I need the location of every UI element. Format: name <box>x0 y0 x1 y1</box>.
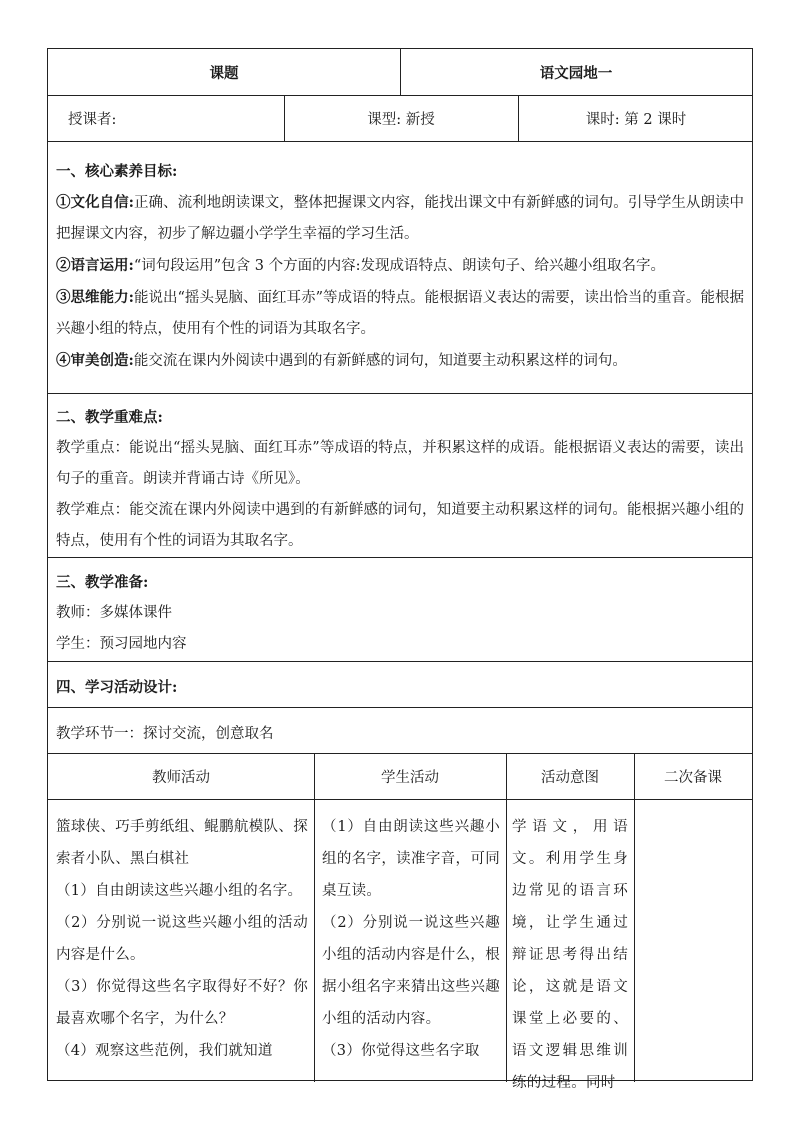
col-header-intent: 活动意图 <box>541 769 599 786</box>
topic-value: 语文园地一 <box>539 64 613 82</box>
section-preparation <box>56 567 744 660</box>
student-activity <box>322 811 500 1067</box>
section-key-points <box>56 402 744 557</box>
divider <box>48 661 752 662</box>
list-item: （1）自由朗读这些兴趣小组的名字。 <box>56 883 303 899</box>
divider <box>48 557 752 558</box>
section-title: 三、教学准备: <box>56 574 149 591</box>
col-header-student: 学生活动 <box>381 769 439 786</box>
divider <box>506 753 507 1082</box>
col-header-teacher: 教师活动 <box>152 769 210 786</box>
lesson-period: 课时: 第 2 课时 <box>585 111 687 128</box>
student-prep: 学生：预习园地内容 <box>56 636 187 652</box>
objective-item: ①文化自信:正确、流利地朗读课文，整体把握课文内容，能找出课文中有新鲜感的词句。引导学生从朗读中把握课文内容，初步了解边疆小学学生幸福的学习生活。 <box>56 194 744 242</box>
section-activities <box>56 672 744 703</box>
divider <box>314 753 315 1082</box>
topic-label: 课题 <box>209 64 239 82</box>
list-item: 篮球侠、巧手剪纸组、鲲鹏航模队、探索者小队、黑白棋社 <box>56 819 308 867</box>
lesson-plan-table <box>47 48 753 1091</box>
divider <box>48 707 752 708</box>
list-item: （4）观察这些范例，我们就知道 <box>56 1043 273 1059</box>
teaching-step <box>56 719 744 750</box>
section-title: 一、核心素养目标: <box>56 163 178 180</box>
list-item: （1）自由朗读这些兴趣小组的名字，读准字音，可同桌互读。 <box>322 819 500 899</box>
objective-item: ②语言运用:“词句段运用”包含 3 个方面的内容:发现成语特点、朗读句子、给兴趣小组取名字。 <box>56 257 666 274</box>
list-item: （3）你觉得这些名字取 <box>322 1043 480 1059</box>
key-points-text: 教学重点：能说出“摇头晃脑、面红耳赤”等成语的特点，并积累这样的成语。能根据语义表达的需要，读出句子的重音。朗读并背诵古诗《所见》。 <box>56 440 744 487</box>
objective-item: ③思维能力:能说出“摇头晃脑、面红耳赤”等成语的特点。能根据语义表达的需要，读出恰当的重音。能根据兴趣小组的特点，使用有个性的词语为其取名字。 <box>56 289 744 337</box>
divider <box>48 141 752 142</box>
step-title: 教学环节一：探讨交流，创意取名 <box>56 726 274 742</box>
col-header-second-prep: 二次备课 <box>664 769 722 786</box>
divider <box>48 393 752 394</box>
difficulties-text: 教学难点：能交流在课内外阅读中遇到的有新鲜感的词句，知道要主动积累这样的词句。能根据兴趣小组的特点，使用有个性的词语为其取名字。 <box>56 502 744 549</box>
list-item: （2）分别说一说这些兴趣小组的活动内容是什么。 <box>56 915 308 963</box>
section-objectives <box>56 156 744 377</box>
objective-item: ④审美创造:能交流在课内外阅读中遇到的有新鲜感的词句，知道要主动积累这样的词句。 <box>56 352 627 369</box>
lesson-type: 课型: 新授 <box>367 111 435 128</box>
list-item: （3）你觉得这些名字取得好不好？你最喜欢哪个名字，为什么？ <box>56 979 308 1027</box>
section-title: 二、教学重难点: <box>56 409 163 426</box>
divider <box>48 799 752 800</box>
intent-text: 学语文，用语文。利用学生身边常见的语言环境，让学生通过辩证思考得出结论，这就是语文课堂上必要的、语文逻辑思维训练的过程。同时 <box>512 819 628 1091</box>
teacher-prep: 教师：多媒体课件 <box>56 605 172 621</box>
teacher-activity <box>56 811 308 1067</box>
section-title: 四、学习活动设计: <box>56 679 178 696</box>
divider <box>634 753 635 1082</box>
list-item: （2）分别说一说这些兴趣小组的活动内容是什么，根据小组名字来猜出这些兴趣小组的活动内容。 <box>322 915 500 1027</box>
activity-intent <box>512 811 628 1099</box>
teacher-label: 授课者: <box>68 111 117 128</box>
